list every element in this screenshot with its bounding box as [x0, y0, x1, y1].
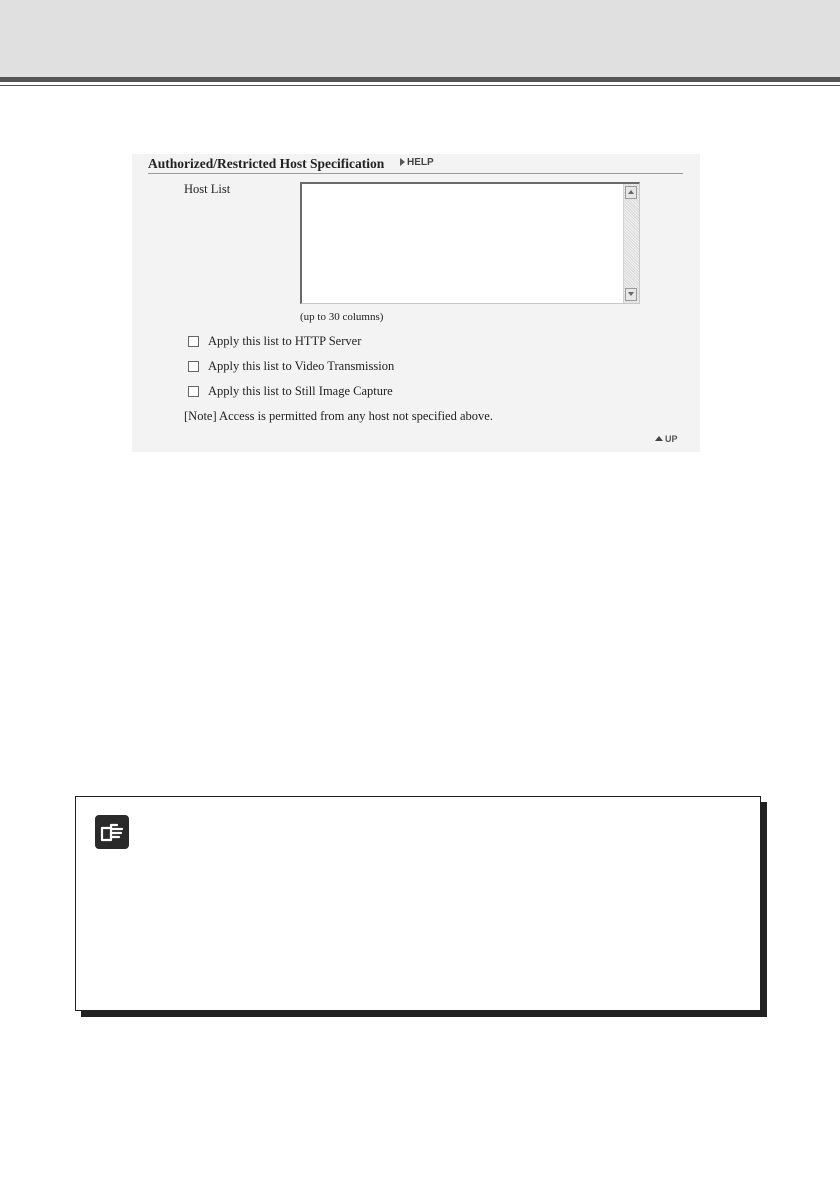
still-image-capture-option[interactable]	[188, 384, 393, 399]
video-transmission-checkbox[interactable]	[188, 361, 199, 372]
host-list-textarea[interactable]	[300, 182, 640, 304]
http-server-option[interactable]	[188, 334, 361, 349]
triangle-right-icon	[400, 158, 405, 166]
still-image-capture-checkbox[interactable]	[188, 386, 199, 397]
http-server-checkbox[interactable]	[188, 336, 199, 347]
pointing-hand-icon	[95, 815, 129, 849]
textarea-scrollbar[interactable]	[623, 184, 639, 303]
heading-underline	[148, 173, 683, 174]
header-thin-divider	[0, 85, 840, 86]
still-image-capture-option-label: Apply this list to Still Image Capture	[208, 384, 393, 398]
header-divider	[0, 77, 840, 82]
host-list-hint: (up to 30 columns)	[300, 311, 384, 323]
host-specification-panel	[132, 154, 700, 452]
scroll-up-icon	[628, 190, 634, 194]
up-link[interactable]	[655, 434, 678, 444]
up-label: UP	[665, 434, 678, 444]
video-transmission-option-label: Apply this list to Video Transmission	[208, 359, 395, 373]
section-heading: Authorized/Restricted Host Specification	[148, 156, 385, 171]
scroll-down-icon	[628, 292, 634, 296]
access-note: [Note] Access is permitted from any host not specified above.	[184, 409, 493, 423]
pointing-hand-glyph	[95, 815, 129, 849]
help-link[interactable]	[400, 157, 434, 168]
triangle-up-icon	[655, 436, 663, 441]
scroll-down-button[interactable]	[625, 288, 637, 301]
note-box	[75, 796, 761, 1011]
scroll-up-button[interactable]	[625, 186, 637, 199]
http-server-option-label: Apply this list to HTTP Server	[208, 334, 362, 348]
video-transmission-option[interactable]	[188, 359, 394, 374]
page-header-band	[0, 0, 840, 77]
host-list-label: Host List	[184, 182, 231, 196]
help-label: HELP	[407, 157, 434, 168]
